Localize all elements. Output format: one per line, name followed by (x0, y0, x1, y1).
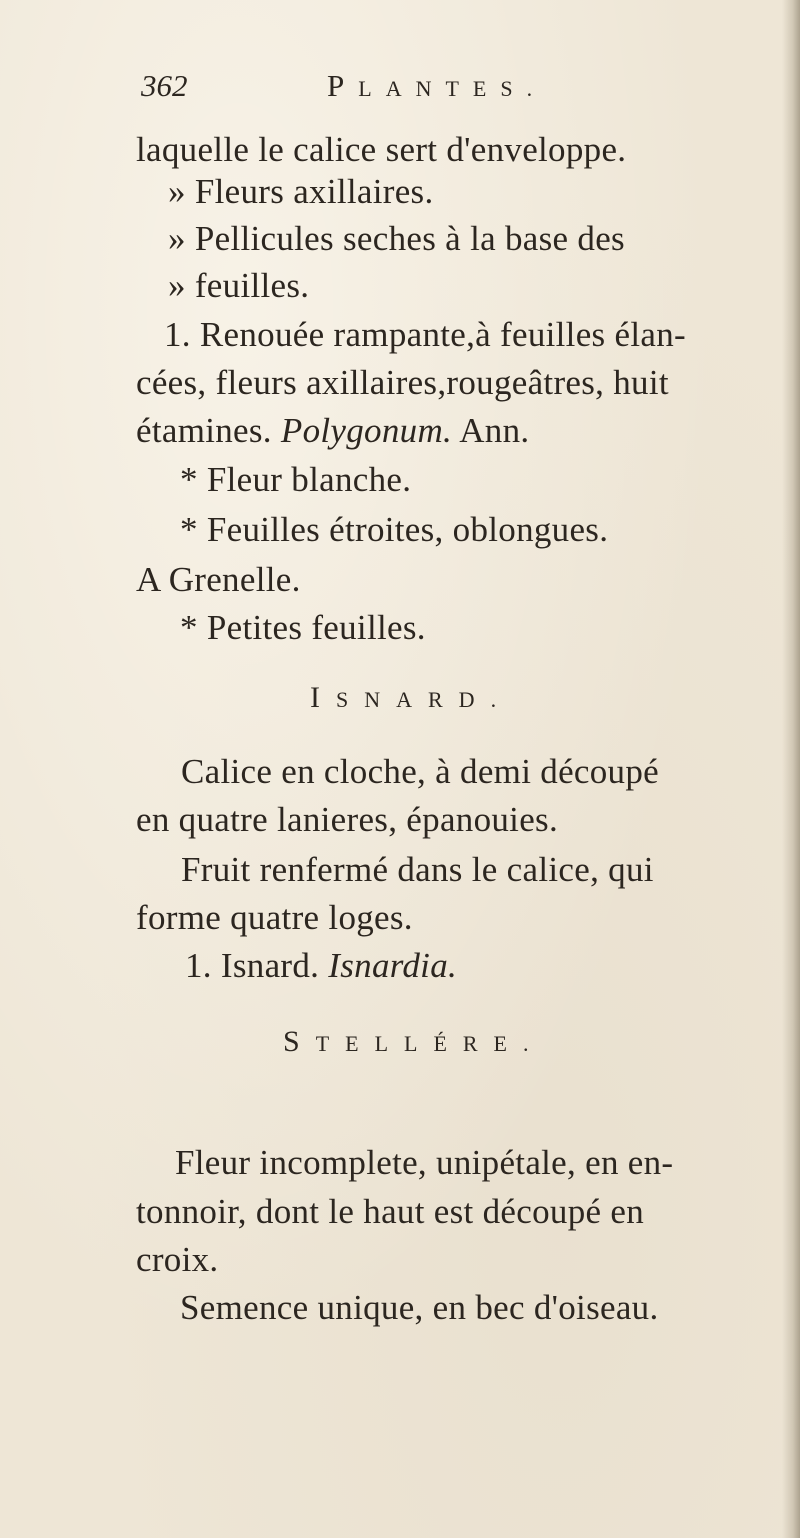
text-line: cées, fleurs axillaires,rougeâtres, huit (136, 363, 669, 402)
latin-name: Isnardia. (328, 946, 458, 985)
text-line: forme quatre loges. (136, 898, 413, 937)
text-line: en quatre lanieres, épanouies. (136, 800, 559, 839)
heading-initial: I (310, 681, 336, 714)
running-title-initial: P (327, 68, 359, 103)
page-edge-shadow (782, 0, 800, 1538)
text-segment: étamines. (136, 411, 272, 450)
text-line: Fleur incomplete, unipétale, en en- (175, 1143, 674, 1182)
text-line: Semence unique, en bec d'oiseau. (180, 1288, 659, 1327)
text-line: » Pellicules seches à la base des (168, 219, 625, 258)
text-line: tonnoir, dont le haut est découpé en (136, 1192, 645, 1231)
text-line: * Fleur blanche. (180, 460, 412, 499)
page-number: 362 (141, 68, 188, 103)
heading-rest: SNARD. (336, 687, 513, 712)
text-line: A Grenelle. (136, 560, 301, 599)
text-segment: 1. Isnard. (185, 946, 320, 985)
text-line: * Feuilles étroites, oblongues. (180, 510, 609, 549)
text-line: laquelle le calice sert d'enveloppe. (136, 130, 627, 169)
running-title-rest: LANTES. (358, 76, 547, 101)
section-heading-isnard (310, 680, 512, 718)
text-line: 1. Renouée rampante,à feuilles élan- (164, 315, 686, 354)
heading-rest: TELLÉRE. (315, 1031, 545, 1056)
text-line: croix. (136, 1240, 219, 1279)
text-line (185, 946, 457, 986)
running-title (327, 68, 546, 107)
text-line: * Petites feuilles. (180, 608, 426, 647)
section-heading-stellere (283, 1024, 545, 1062)
latin-name: Polygonum. (280, 411, 453, 450)
text-line: » Fleurs axillaires. (168, 172, 434, 211)
text-line: Fruit renfermé dans le calice, qui (181, 850, 654, 889)
text-segment: Ann. (459, 411, 530, 450)
text-line: » feuilles. (168, 266, 310, 305)
text-line (136, 411, 529, 451)
text-line: Calice en cloche, à demi découpé (181, 752, 659, 791)
heading-initial: S (283, 1025, 316, 1058)
